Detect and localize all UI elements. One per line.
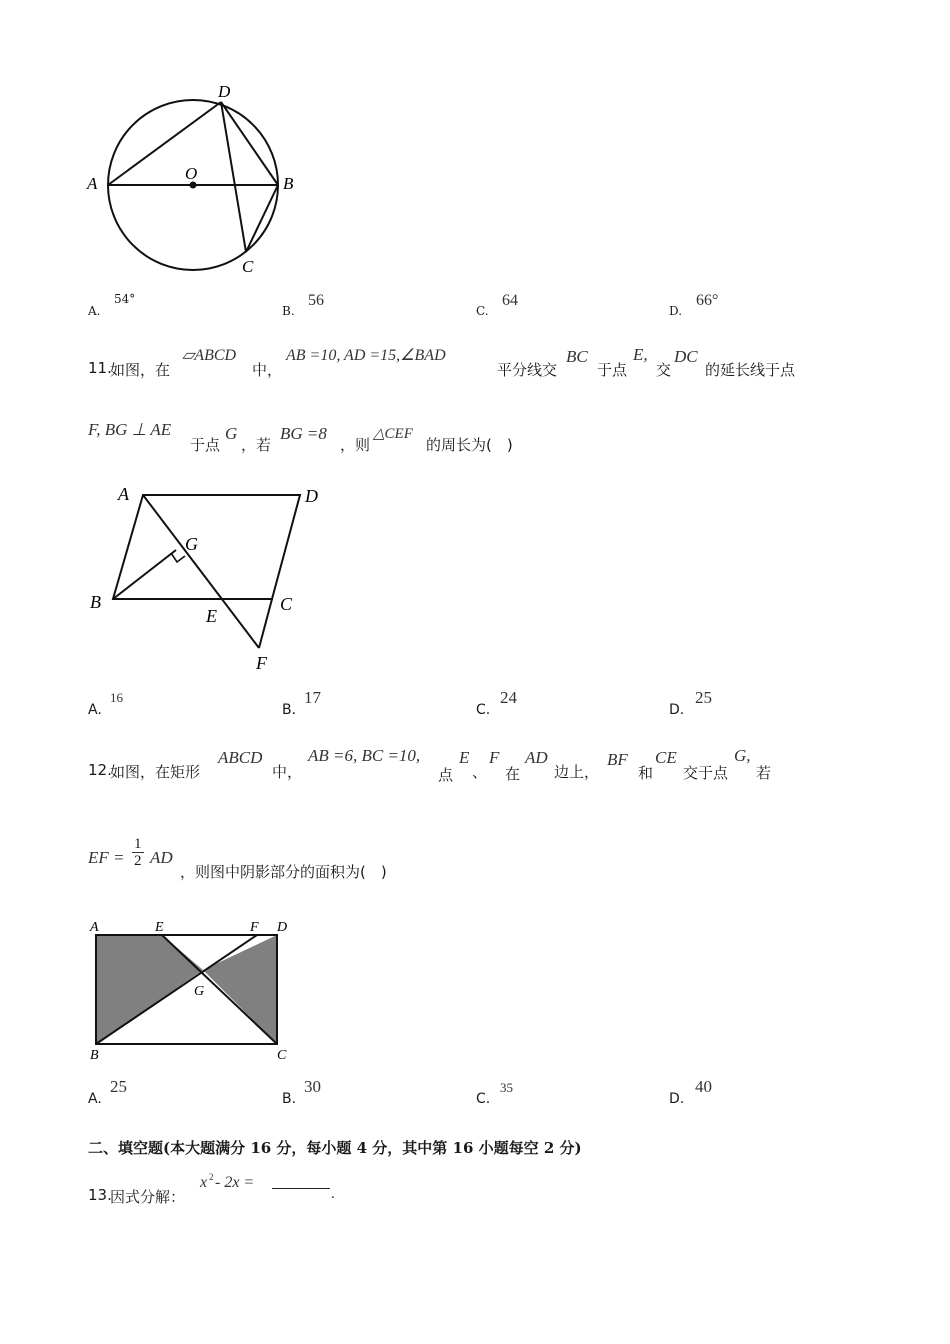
shaded-triangle-left [96, 935, 203, 1044]
option-b-letter[interactable]: B. [282, 304, 295, 318]
q12-rectangle-figure [82, 915, 312, 1065]
option-d-letter[interactable]: D. [669, 702, 685, 718]
q11-line-2: F, BG ⊥ AE 于点 G ，若 BG =8 ，则 △CEF 的周长为( ) [88, 420, 513, 454]
label-e: E [155, 920, 164, 935]
label-a: A [87, 174, 98, 193]
option-c-value: 24 [500, 688, 517, 707]
label-o: O [185, 164, 198, 183]
label-f: F [256, 653, 267, 673]
fraction-one-half: $\frac{1}{2}$ [134, 836, 142, 869]
option-b-letter[interactable]: B. [282, 702, 297, 718]
q13-number: 13. [88, 1186, 112, 1204]
option-d-value: 66° [696, 292, 719, 309]
option-d-value: 40 [695, 1077, 712, 1096]
label-b: B [90, 592, 101, 612]
line-af [143, 495, 259, 648]
q13-answer-blank[interactable] [272, 1174, 330, 1189]
label-g: G [194, 984, 205, 999]
parallelogram-abcd [113, 495, 300, 599]
option-b-letter[interactable]: B. [282, 1091, 297, 1107]
label-c: C [242, 257, 254, 276]
label-b: B [283, 174, 294, 193]
option-a-letter[interactable]: A. [88, 1091, 102, 1107]
option-a-value: 16 [110, 690, 123, 705]
label-d: D [277, 920, 288, 935]
q12-options [88, 1076, 828, 1110]
label-c: C [277, 1048, 287, 1063]
option-d-value: 25 [695, 688, 712, 707]
label-g: G [185, 534, 198, 554]
option-a-letter[interactable]: A. [88, 702, 102, 718]
q11-options [88, 688, 828, 722]
label-a: A [90, 920, 99, 935]
option-a-letter[interactable]: A. [88, 304, 101, 318]
option-d-letter[interactable]: D. [669, 304, 683, 318]
option-c-letter[interactable]: C. [476, 702, 491, 718]
option-b-value: 17 [304, 688, 321, 707]
label-b: B [90, 1048, 99, 1063]
q13-line: 13. 因式分解： x 2 - 2x = . [88, 1172, 335, 1206]
option-a-value: 54° [114, 292, 136, 306]
q12-number: 12. [88, 761, 112, 779]
label-c: C [280, 594, 293, 614]
label-d: D [305, 486, 318, 506]
label-d: D [218, 82, 231, 101]
option-d-letter[interactable]: D. [669, 1091, 685, 1107]
q10-options [88, 292, 828, 322]
q10-circle-figure [80, 78, 310, 278]
chord-db [221, 102, 278, 185]
option-c-letter[interactable]: C. [476, 1091, 491, 1107]
label-a: A [118, 484, 129, 504]
q12-line-2: EF = $\frac{1}{2}$ AD ，则图中阴影部分的面积为( ) [88, 836, 387, 881]
option-c-letter[interactable]: C. [476, 304, 489, 318]
chord-bc [246, 185, 278, 252]
q12-line-1: 12. 如图，在矩形 ABCD 中， AB =6, BC =10, 点 E 、 F 在 AD 边上， BF 和 CE 交于点 G, 若 [88, 746, 772, 784]
q11-number: 11. [88, 359, 112, 377]
line-bg [113, 550, 176, 599]
q11-line-1: 11. 如图，在 ▱ABCD 中， AB =10, AD =15,∠BAD 平分线交 BC 于点 E, 交 DC 的延长线于点 [88, 345, 796, 379]
chord-ad [108, 102, 221, 185]
option-a-value: 25 [110, 1077, 127, 1096]
option-b-value: 56 [308, 292, 324, 309]
shaded-triangle-right [203, 935, 277, 1044]
option-c-value: 35 [500, 1080, 513, 1095]
chord-dc [221, 102, 246, 252]
line-cf [259, 599, 272, 648]
option-c-value: 64 [502, 292, 518, 309]
right-angle-mark [171, 553, 185, 562]
label-e: E [206, 606, 217, 626]
section-2-title: 二、填空题(本大题满分 16 分，每小题 4 分，其中第 16 小题每空 2 分) [88, 1139, 582, 1157]
q11-parallelogram-figure [82, 480, 342, 675]
label-f: F [250, 920, 259, 935]
option-b-value: 30 [304, 1077, 321, 1096]
